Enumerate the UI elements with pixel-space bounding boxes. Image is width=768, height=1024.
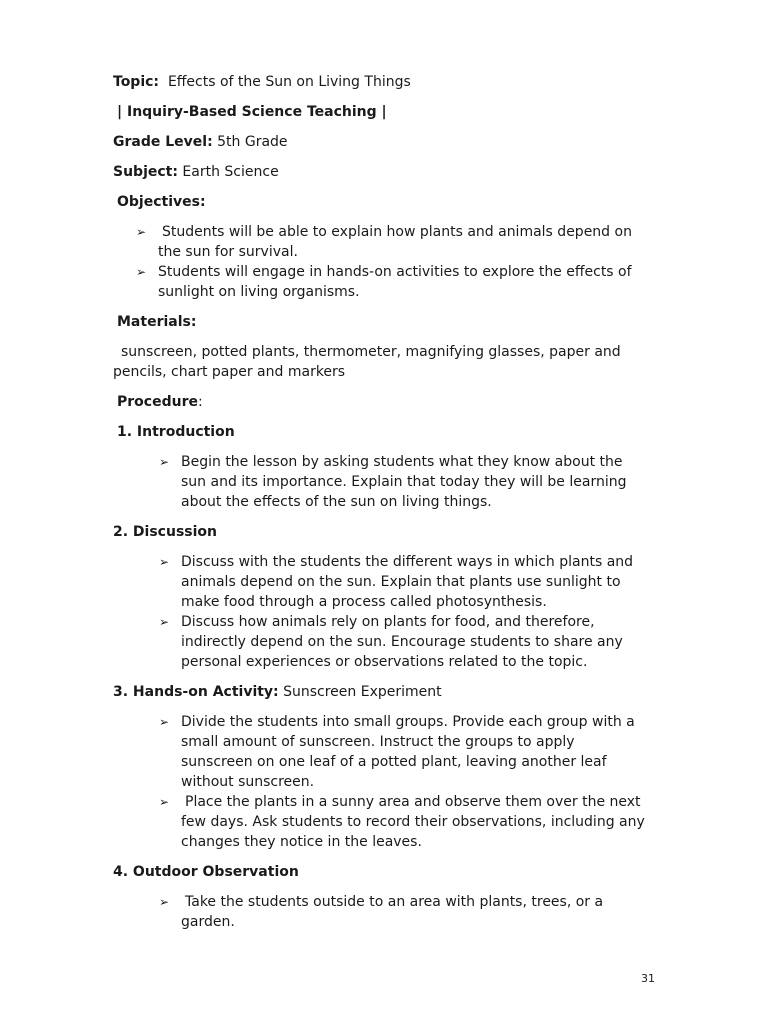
arrow-bullet-icon: ➢ (159, 615, 170, 629)
introduction-item-1-line-3: about the effects of the sun on living things. (181, 494, 492, 510)
objectives-heading: Objectives: (117, 194, 206, 210)
procedure-heading-line (117, 392, 203, 412)
procedure-heading-colon: : (197, 394, 203, 410)
hands-on-item-2-line-2: few days. Ask students to record their observations, including any (181, 814, 645, 830)
hands-on-item-2-line-1: Place the plants in a sunny area and observe them over the next (185, 794, 641, 810)
introduction-item-1-line-1: Begin the lesson by asking students what they know about the (181, 454, 623, 470)
objective-1-line-2: the sun for survival. (158, 244, 298, 260)
hands-on-item-1-line-2: small amount of sunscreen. Instruct the groups to apply (181, 734, 575, 750)
discussion-item-2-line-2: indirectly depend on the sun. Encourage students to share any (181, 634, 623, 650)
materials-line-1: sunscreen, potted plants, thermometer, magnifying glasses, paper and (121, 344, 621, 360)
materials-line-2: pencils, chart paper and markers (113, 364, 346, 380)
grade-line (113, 132, 288, 152)
subject-label: Subject: (113, 164, 178, 180)
discussion-item-1-line-3: make food through a process called photosynthesis. (181, 594, 547, 610)
outdoor-item-1-line-2: garden. (181, 914, 235, 930)
outdoor-item-1-line-1: Take the students outside to an area with plants, trees, or a (185, 894, 604, 910)
section-title-hands-on: 3. Hands-on Activity: (113, 684, 279, 700)
discussion-item-2-line-3: personal experiences or observations related to the topic. (181, 654, 588, 670)
objective-2-line-2: sunlight on living organisms. (158, 284, 360, 300)
hands-on-item-1-line-3: sunscreen on one leaf of a potted plant, leaving another leaf (181, 754, 607, 770)
discussion-item-1-line-1: Discuss with the students the different ways in which plants and (181, 554, 634, 570)
arrow-bullet-icon: ➢ (159, 895, 170, 909)
topic-value: Effects of the Sun on Living Things (167, 74, 411, 90)
subject-line (113, 162, 279, 182)
subject-value: Earth Science (182, 164, 279, 180)
grade-label: Grade Level: (113, 134, 213, 150)
topic-line (113, 72, 411, 92)
hands-on-item-2-line-3: changes they notice in the leaves. (181, 834, 422, 850)
objective-1-line-1: Students will be able to explain how plants and animals depend on (162, 224, 632, 240)
procedure-heading: Procedure (117, 394, 198, 410)
grade-value: 5th Grade (217, 134, 288, 150)
arrow-bullet-icon: ➢ (159, 555, 170, 569)
subtitle: | Inquiry-Based Science Teaching | (117, 104, 387, 120)
objective-2-line-1: Students will engage in hands-on activities to explore the effects of (158, 264, 632, 280)
arrow-bullet-icon: ➢ (159, 455, 170, 469)
hands-on-item-1-line-4: without sunscreen. (181, 774, 315, 790)
section-title-hands-on-line (113, 682, 442, 702)
hands-on-item-1-line-1: Divide the students into small groups. Provide each group with a (181, 714, 635, 730)
arrow-bullet-icon: ➢ (136, 265, 147, 279)
introduction-item-1-line-2: sun and its importance. Explain that today they will be learning (181, 474, 627, 490)
section-title-outdoor-observation: 4. Outdoor Observation (113, 864, 299, 880)
section-title-discussion: 2. Discussion (113, 524, 218, 540)
discussion-item-1-line-2: animals depend on the sun. Explain that plants use sunlight to (181, 574, 621, 590)
section-title-introduction: 1. Introduction (117, 424, 235, 440)
arrow-bullet-icon: ➢ (136, 225, 147, 239)
section-title-hands-on-suffix: Sunscreen Experiment (283, 684, 442, 700)
arrow-bullet-icon: ➢ (159, 795, 170, 809)
topic-label: Topic: (113, 74, 160, 90)
arrow-bullet-icon: ➢ (159, 715, 170, 729)
discussion-item-2-line-1: Discuss how animals rely on plants for food, and therefore, (181, 614, 595, 630)
page-number: 31 (641, 972, 655, 985)
materials-heading: Materials: (117, 314, 197, 330)
